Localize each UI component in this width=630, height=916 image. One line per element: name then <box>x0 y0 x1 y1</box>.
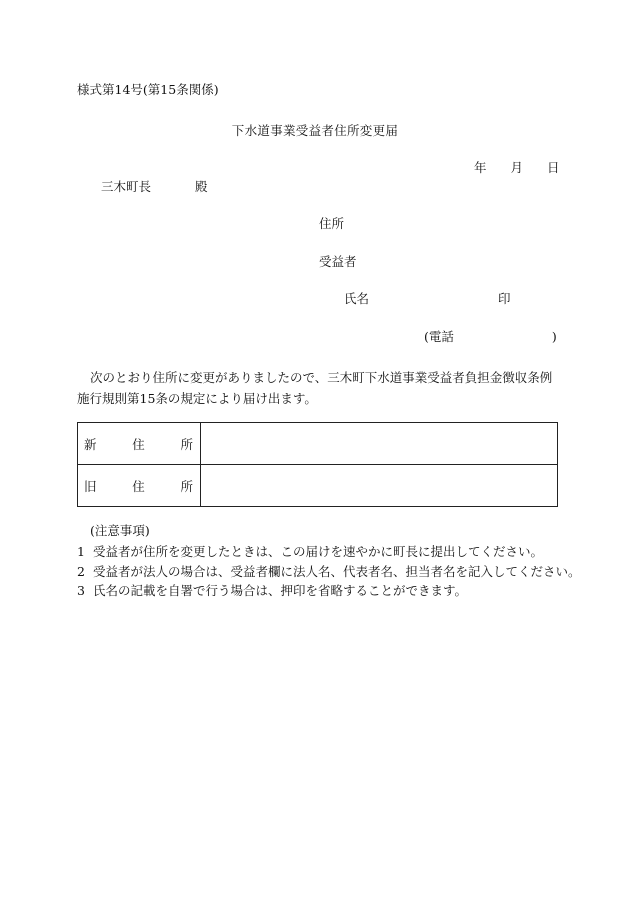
addressee <box>101 181 208 194</box>
phone-close: ) <box>551 329 557 344</box>
label-char: 旧 <box>84 478 97 494</box>
note-text: 受益者が住所を変更したときは、この届けを速やかに町長に提出してください。 <box>93 544 544 559</box>
body-text: 次のとおり住所に変更がありましたので、三木町下水道事業受益者負担金徴収条例施行規則第15条の規定により届け出ます。 <box>77 370 553 406</box>
old-address-field[interactable] <box>201 465 558 507</box>
notes-heading: (注意事項) <box>90 523 150 538</box>
note-item <box>77 546 543 559</box>
note-item <box>77 585 467 598</box>
addressee-honorific: 殿 <box>195 179 208 194</box>
note-number: 2 <box>77 564 85 579</box>
label-char: 住 <box>132 436 145 452</box>
seal-mark: 印 <box>498 291 511 306</box>
date-month-label: 月 <box>510 160 524 175</box>
addressee-name: 三木町長 <box>101 179 152 194</box>
new-address-field[interactable] <box>201 423 558 465</box>
date-day-label: 日 <box>547 160 560 175</box>
label-char: 所 <box>180 478 193 494</box>
new-address-label <box>78 435 200 453</box>
date-line <box>474 162 560 175</box>
phone-label: (電話 <box>424 329 454 344</box>
note-number: 3 <box>77 583 85 598</box>
table-row <box>78 465 558 507</box>
phone-line <box>424 331 557 344</box>
new-address-label-cell <box>78 423 201 465</box>
applicant-beneficiary-label: 受益者 <box>319 254 357 269</box>
applicant-name-label: 氏名 <box>344 291 370 306</box>
label-char: 住 <box>132 478 145 494</box>
date-year-label: 年 <box>474 160 487 175</box>
table-row <box>78 423 558 465</box>
label-char: 新 <box>84 436 97 452</box>
address-change-table <box>77 422 558 507</box>
note-text: 氏名の記載を自署で行う場合は、押印を省略することができます。 <box>93 583 468 598</box>
note-item <box>77 566 581 579</box>
note-number: 1 <box>77 544 85 559</box>
body-paragraph <box>77 367 561 409</box>
form-number: 様式第14号(第15条関係) <box>77 82 219 97</box>
document-title: 下水道事業受益者住所変更届 <box>231 123 399 138</box>
note-text: 受益者が法人の場合は、受益者欄に法人名、代表者名、担当者名を記入してください。 <box>93 564 581 579</box>
old-address-label-cell <box>78 465 201 507</box>
old-address-label <box>78 477 200 495</box>
applicant-address-label: 住所 <box>319 216 345 231</box>
label-char: 所 <box>180 436 193 452</box>
